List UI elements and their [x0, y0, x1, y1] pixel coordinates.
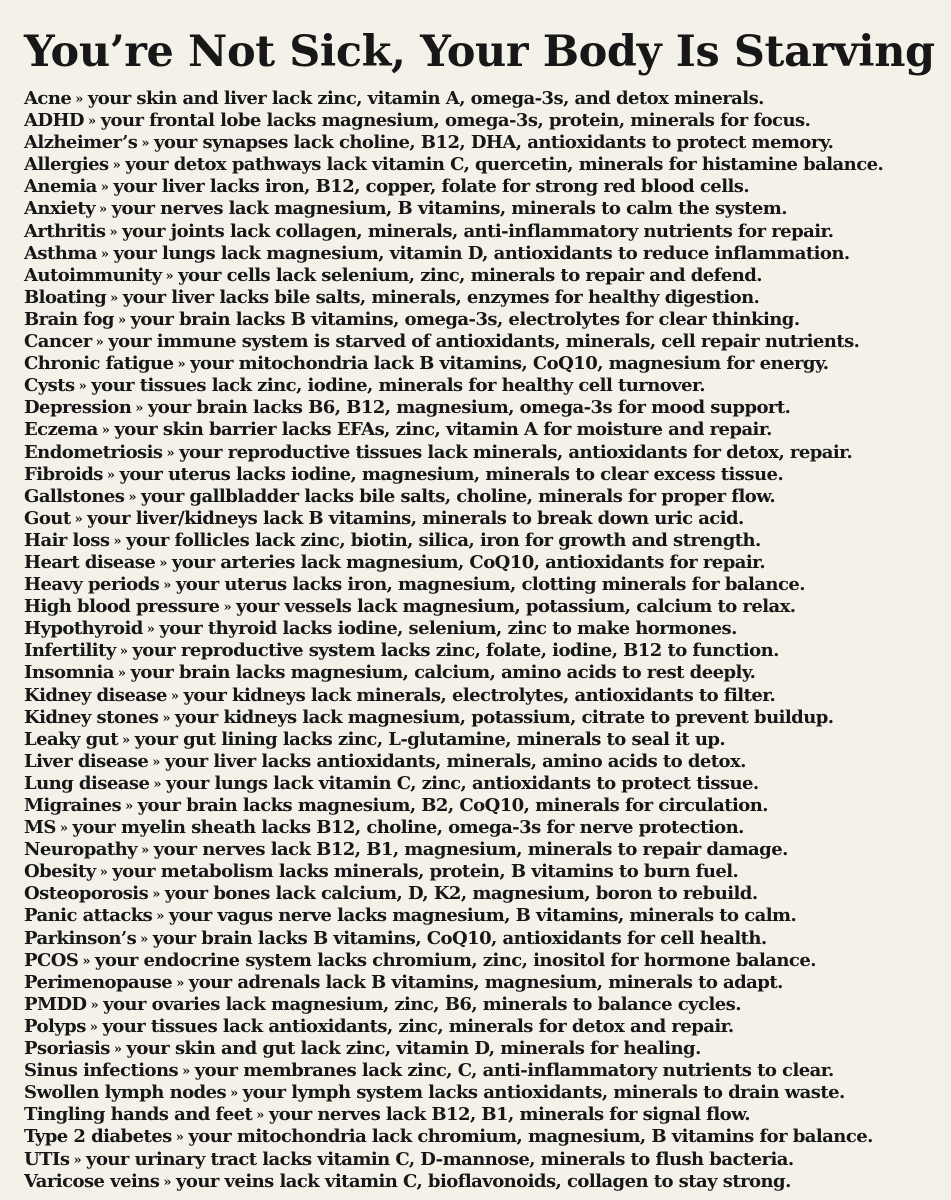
condition-name: Insomnia [24, 662, 114, 684]
condition-description: your liver/kidneys lack B vitamins, minerals to break down uric acid. [87, 507, 744, 529]
condition-description: your gut lining lacks zinc, L-glutamine, minerals to seal it up. [134, 728, 726, 750]
condition-description: your brain lacks B6, B12, magnesium, omega-3s for mood support. [147, 397, 791, 419]
condition-name: Endometriosis [24, 441, 163, 463]
condition-description: your follicles lack zinc, biotin, silica, iron for growth and strength. [126, 529, 761, 551]
double-arrow-icon: » [113, 533, 121, 549]
double-arrow-icon: » [100, 180, 109, 196]
condition-description: your skin and gut lack zinc, vitamin D, minerals for healing. [126, 1038, 701, 1060]
double-arrow-icon: » [82, 953, 90, 969]
condition-name: Swollen lymph nodes [24, 1082, 227, 1104]
condition-description: your mitochondria lack B vitamins, CoQ10, magnesium for energy. [190, 353, 829, 375]
condition-description: your membranes lack zinc, C, anti-inflammatory nutrients to clear. [194, 1060, 834, 1082]
condition-description: your arteries lack magnesium, CoQ10, antioxidants for repair. [171, 551, 766, 573]
double-arrow-icon: » [101, 423, 110, 439]
condition-description: your lymph system lacks antioxidants, minerals to drain waste. [242, 1082, 845, 1104]
condition-name: Psoriasis [24, 1038, 110, 1060]
double-arrow-icon: » [90, 997, 99, 1013]
condition-description: your nerves lack B12, B1, minerals for signal flow. [268, 1104, 750, 1126]
double-arrow-icon: » [153, 776, 161, 792]
condition-name: Autoimmunity [24, 264, 162, 286]
list-item [24, 397, 931, 419]
double-arrow-icon: » [135, 401, 143, 417]
list-item [24, 1060, 931, 1082]
list-item [24, 375, 931, 397]
condition-name: Lung disease [24, 772, 150, 794]
list-item [24, 839, 931, 861]
page-title: You’re Not Sick, Your Body Is Starving [24, 27, 935, 77]
list-item [24, 707, 931, 729]
double-arrow-icon: » [163, 1174, 171, 1190]
condition-name: Sinus infections [24, 1060, 179, 1082]
condition-description: your brain lacks magnesium, calcium, amino acids to rest deeply. [130, 662, 756, 684]
condition-name: Allergies [24, 154, 109, 176]
double-arrow-icon: » [162, 710, 170, 726]
condition-name: Parkinson’s [24, 927, 137, 949]
list-item [24, 176, 931, 198]
condition-name: Leaky gut [24, 728, 119, 750]
double-arrow-icon: » [88, 114, 96, 130]
condition-description: your nerves lack B12, B1, magnesium, minerals to repair damage. [153, 839, 788, 861]
double-arrow-icon: » [176, 975, 184, 991]
condition-name: Osteoporosis [24, 883, 149, 905]
double-arrow-icon: » [256, 1108, 264, 1124]
double-arrow-icon: » [106, 467, 115, 483]
double-arrow-icon: » [75, 92, 83, 107]
list-item [24, 508, 931, 530]
condition-name: Neuropathy [24, 839, 138, 861]
list-item [24, 464, 931, 486]
condition-description: your liver lacks bile salts, minerals, enzymes for healthy digestion. [122, 286, 760, 308]
condition-name: Kidney stones [24, 706, 159, 728]
condition-name: Type 2 diabetes [24, 1126, 172, 1148]
condition-name: Hair loss [24, 529, 110, 551]
double-arrow-icon: » [117, 312, 126, 328]
list-item [24, 309, 931, 331]
condition-name: Polyps [24, 1015, 86, 1037]
condition-name: Tingling hands and feet [24, 1104, 253, 1126]
condition-description: your endocrine system lacks chromium, zinc, inositol for hormone balance. [94, 949, 816, 971]
condition-name: High blood pressure [24, 596, 220, 618]
condition-description: your uterus lacks iron, magnesium, clotting minerals for balance. [175, 574, 805, 596]
list-item [24, 1149, 931, 1171]
condition-name: PMDD [24, 993, 87, 1015]
condition-description: your brain lacks B vitamins, CoQ10, antioxidants for cell health. [152, 927, 767, 949]
condition-name: MS [24, 817, 56, 839]
condition-description: your brain lacks B vitamins, omega-3s, electrolytes for clear thinking. [130, 308, 800, 330]
double-arrow-icon: » [99, 865, 108, 881]
list-item [24, 662, 931, 684]
list-item [24, 1126, 931, 1148]
condition-description: your uterus lacks iodine, magnesium, minerals to clear excess tissue. [119, 463, 784, 485]
double-arrow-icon: » [89, 1019, 98, 1035]
condition-name: Asthma [24, 242, 97, 264]
double-arrow-icon: » [223, 600, 232, 616]
condition-name: ADHD [24, 110, 84, 132]
condition-name: Anxiety [24, 198, 95, 220]
list-item [24, 751, 931, 773]
list-item [24, 331, 931, 353]
list-item [24, 817, 931, 839]
list-item [24, 442, 931, 464]
condition-description: your kidneys lack minerals, electrolytes, antioxidants to filter. [183, 684, 776, 706]
condition-name: Liver disease [24, 750, 149, 772]
condition-description: your liver lacks antioxidants, minerals, amino acids to detox. [164, 750, 746, 772]
double-arrow-icon: » [122, 732, 130, 748]
condition-name: Anemia [24, 176, 97, 198]
condition-list [24, 88, 931, 1193]
double-arrow-icon: » [109, 224, 118, 240]
condition-description: your tissues lack zinc, iodine, minerals for healthy cell turnover. [91, 375, 706, 397]
list-item [24, 618, 931, 640]
list-item [24, 596, 931, 618]
condition-name: Obesity [24, 861, 96, 883]
condition-description: your detox pathways lack vitamin C, quercetin, minerals for histamine balance. [125, 154, 884, 176]
condition-description: your tissues lack antioxidants, zinc, minerals for detox and repair. [102, 1015, 734, 1037]
list-item [24, 972, 931, 994]
list-item [24, 950, 931, 972]
double-arrow-icon: » [230, 1086, 238, 1102]
condition-description: your metabolism lacks minerals, protein, B vitamins to burn fuel. [112, 861, 739, 883]
condition-description: your ovaries lack magnesium, zinc, B6, minerals to balance cycles. [103, 993, 741, 1015]
double-arrow-icon: » [117, 666, 126, 682]
condition-description: your reproductive system lacks zinc, folate, iodine, B12 to function. [132, 640, 779, 662]
list-item [24, 1104, 931, 1126]
list-item [24, 530, 931, 552]
list-item [24, 928, 931, 950]
double-arrow-icon: » [140, 931, 148, 947]
double-arrow-icon: » [99, 202, 107, 218]
list-item [24, 905, 931, 927]
double-arrow-icon: » [166, 445, 175, 461]
double-arrow-icon: » [74, 511, 83, 527]
condition-description: your vessels lack magnesium, potassium, calcium to relax. [236, 596, 796, 618]
double-arrow-icon: » [95, 335, 104, 351]
list-item [24, 287, 931, 309]
condition-description: your synapses lack choline, B12, DHA, antioxidants to protect memory. [153, 132, 834, 154]
condition-name: Fibroids [24, 463, 103, 485]
condition-description: your urinary tract lacks vitamin C, D-mannose, minerals to flush bacteria. [86, 1148, 794, 1170]
condition-name: Heart disease [24, 551, 156, 573]
list-item [24, 1171, 931, 1193]
list-item [24, 198, 931, 220]
double-arrow-icon: » [159, 555, 167, 571]
list-item [24, 1016, 931, 1038]
condition-name: Arthritis [24, 220, 106, 242]
list-item [24, 1082, 931, 1104]
list-item [24, 685, 931, 707]
condition-description: your mitochondria lack chromium, magnesium, B vitamins for balance. [188, 1126, 873, 1148]
condition-description: your myelin sheath lacks B12, choline, omega-3s for nerve protection. [72, 817, 744, 839]
list-item [24, 88, 931, 110]
double-arrow-icon: » [177, 357, 186, 373]
condition-name: Alzheimer’s [24, 132, 138, 154]
condition-name: Perimenopause [24, 971, 173, 993]
list-item [24, 132, 931, 154]
condition-name: Brain fog [24, 308, 114, 330]
list-item [24, 795, 931, 817]
double-arrow-icon: » [119, 644, 128, 660]
condition-description: your skin barrier lacks EFAs, zinc, vitamin A for moisture and repair. [114, 419, 772, 441]
condition-description: your vagus nerve lacks magnesium, B vitamins, minerals to calm. [168, 905, 797, 927]
double-arrow-icon: » [163, 578, 171, 594]
double-arrow-icon: » [110, 290, 118, 306]
condition-description: your cells lack selenium, zinc, minerals to repair and defend. [178, 264, 763, 286]
double-arrow-icon: » [182, 1064, 190, 1080]
list-item [24, 265, 931, 287]
list-item [24, 861, 931, 883]
condition-description: your lungs lack vitamin C, zinc, antioxidants to protect tissue. [165, 772, 759, 794]
double-arrow-icon: » [175, 1130, 184, 1146]
condition-name: Bloating [24, 286, 107, 308]
condition-description: your nerves lack magnesium, B vitamins, minerals to calm the system. [111, 198, 787, 220]
condition-description: your lungs lack magnesium, vitamin D, antioxidants to reduce inflammation. [113, 242, 850, 264]
double-arrow-icon: » [113, 1042, 122, 1058]
list-item [24, 729, 931, 751]
list-item [24, 574, 931, 596]
condition-description: your liver lacks iron, B12, copper, folate for strong red blood cells. [113, 176, 750, 198]
double-arrow-icon: » [146, 622, 155, 638]
double-arrow-icon: » [165, 268, 174, 284]
condition-name: Chronic fatigue [24, 353, 174, 375]
double-arrow-icon: » [125, 799, 133, 814]
condition-description: your immune system is starved of antioxidants, minerals, cell repair nutrients. [108, 331, 860, 353]
condition-name: Infertility [24, 640, 116, 662]
double-arrow-icon: » [73, 1152, 82, 1168]
condition-name: Cysts [24, 375, 75, 397]
condition-name: Hypothyroid [24, 618, 143, 640]
double-arrow-icon: » [112, 158, 121, 174]
list-item [24, 110, 931, 132]
condition-name: Depression [24, 397, 132, 419]
condition-description: your reproductive tissues lack minerals, antioxidants for detox, repair. [179, 441, 853, 463]
condition-name: Gallstones [24, 485, 125, 507]
double-arrow-icon: » [128, 489, 136, 505]
list-item [24, 221, 931, 243]
double-arrow-icon: » [152, 754, 160, 770]
list-item [24, 353, 931, 375]
condition-description: your frontal lobe lacks magnesium, omega-3s, protein, minerals for focus. [100, 110, 811, 132]
list-item [24, 154, 931, 176]
condition-name: PCOS [24, 949, 79, 971]
double-arrow-icon: » [152, 887, 160, 903]
condition-name: Gout [24, 507, 71, 529]
condition-name: Acne [24, 88, 72, 109]
double-arrow-icon: » [156, 909, 164, 925]
condition-description: your adrenals lack B vitamins, magnesium, minerals to adapt. [188, 971, 783, 993]
list-item [24, 419, 931, 441]
condition-description: your veins lack vitamin C, bioflavonoids, collagen to stay strong. [175, 1170, 791, 1192]
list-item [24, 994, 931, 1016]
condition-description: your bones lack calcium, D, K2, magnesium, boron to rebuild. [164, 883, 758, 905]
list-item [24, 1038, 931, 1060]
condition-name: Kidney disease [24, 684, 167, 706]
condition-description: your skin and liver lack zinc, vitamin A, omega-3s, and detox minerals. [87, 88, 764, 109]
condition-name: Eczema [24, 419, 98, 441]
condition-description: your joints lack collagen, minerals, anti-inflammatory nutrients for repair. [122, 220, 834, 242]
double-arrow-icon: » [141, 843, 149, 859]
double-arrow-icon: » [78, 379, 87, 395]
list-item [24, 486, 931, 508]
condition-description: your gallbladder lacks bile salts, choline, minerals for proper flow. [140, 485, 776, 507]
condition-name: Migraines [24, 795, 122, 816]
condition-name: Varicose veins [24, 1170, 160, 1192]
list-item [24, 883, 931, 905]
condition-description: your brain lacks magnesium, B2, CoQ10, minerals for circulation. [137, 795, 768, 816]
condition-description: your thyroid lacks iodine, selenium, zinc to make hormones. [159, 618, 737, 640]
condition-name: Heavy periods [24, 574, 160, 596]
double-arrow-icon: » [100, 246, 109, 262]
condition-name: UTIs [24, 1148, 70, 1170]
list-item [24, 640, 931, 662]
double-arrow-icon: » [170, 688, 179, 704]
list-item [24, 552, 931, 574]
double-arrow-icon: » [59, 821, 68, 837]
list-item [24, 243, 931, 265]
condition-name: Cancer [24, 331, 92, 353]
list-item [24, 773, 931, 795]
condition-name: Panic attacks [24, 905, 153, 927]
condition-description: your kidneys lack magnesium, potassium, citrate to prevent buildup. [174, 706, 834, 728]
double-arrow-icon: » [141, 136, 149, 152]
